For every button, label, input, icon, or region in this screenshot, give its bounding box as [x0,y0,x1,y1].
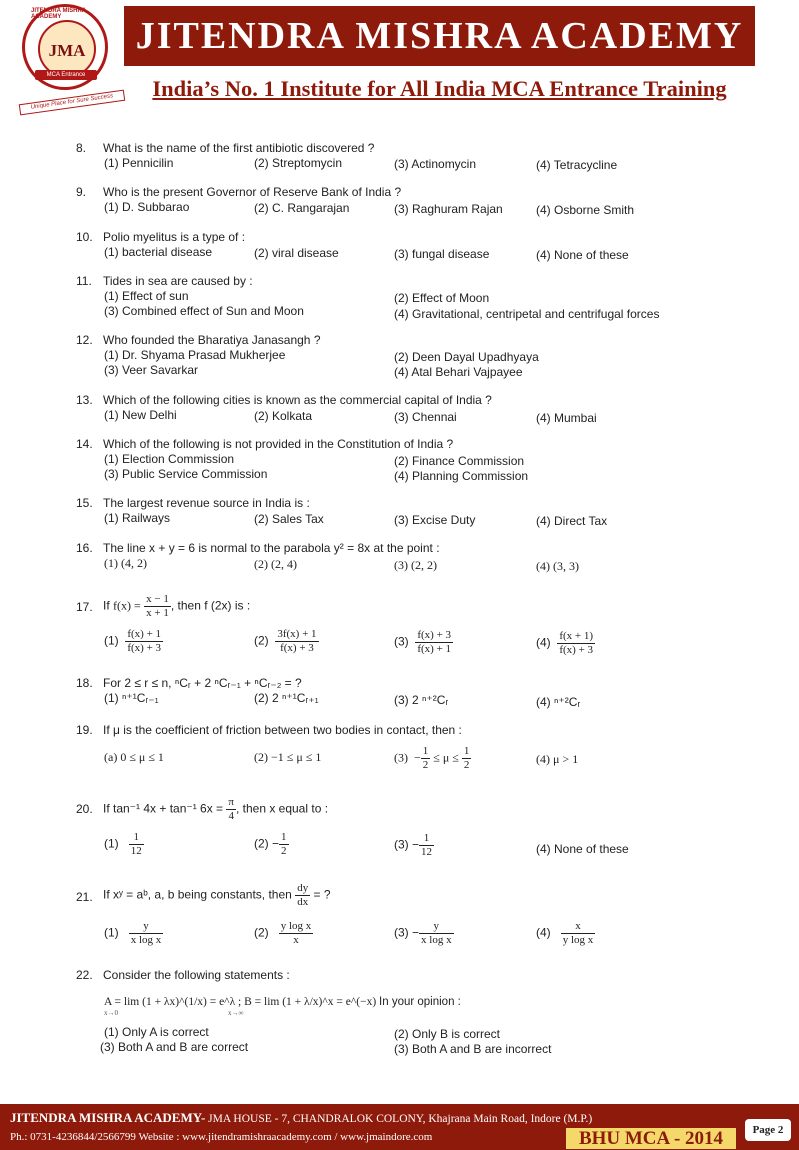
option-3: (3) Public Service Commission [104,467,268,481]
option-3: (3) (2, 2) [394,558,437,572]
option-4: (4) Planning Commission [394,469,529,483]
option-1: (1) (4, 2) [104,556,147,570]
option-3: (3) Excise Duty [394,513,476,527]
option-2: (2) 2 ⁿ⁺¹Cᵣ₊₁ [254,691,319,705]
page-footer [0,1104,799,1150]
option-2: (2) Kolkata [254,409,313,423]
option-1: (1) Election Commission [104,452,235,466]
option-2: (2) Only B is correct [394,1027,501,1041]
logo-ring-text: JITENDRA MISHRA ACADEMY [31,8,86,20]
footer-contact: Ph.: 0731-4236844/2566799 Website : www.jitendramishraacademy.com / www.jmaindore.com [10,1131,433,1143]
question-number: 10. [76,230,93,244]
academy-tagline: India’s No. 1 Institute for All India MCA Entrance Training [152,76,727,101]
logo-ribbon: Unique Place for Sure Success [19,90,125,116]
question-stem: Which of the following cities is known as the commercial capital of India ? [103,393,492,407]
question-stem: Who is the present Governor of Reserve Bank of India ? [103,185,402,199]
option-4: (4) (3, 3) [536,559,579,573]
question-stem: The largest revenue source in India is : [103,496,310,510]
question-stem: If μ is the coefficient of friction between two bodies in contact, then : [103,723,462,737]
question-number: 12. [76,333,93,347]
question-number: 17. [76,600,93,614]
option-2: (2) Deen Dayal Upadhyaya [394,350,539,364]
option-4: (4) Direct Tax [536,514,608,528]
question-stem: If f(x) = $\frac{x - 1}{x + 1}$ , then f (2x) is : [103,593,251,619]
option-4: (4) None of these [536,842,629,856]
option-3: (3) − $\frac{y}{\text{x log x}}$ [394,920,452,946]
question-number: 9. [76,185,87,199]
option-4: (4) Gravitational, centripetal and centrifugal forces [394,307,660,321]
fraction: $\frac{\pi}{4}$ [228,796,234,822]
option-4: (4) Osborne Smith [536,203,635,217]
question-number: 8. [76,141,87,155]
academy-logo [22,4,114,111]
fraction: $\frac{x - 1}{x + 1}$ [146,593,169,619]
question-stem: Polio myelitus is a type of : [103,230,246,244]
page-number: Page 2 [745,1119,791,1141]
limit-subscript-a: x→0 [104,1009,118,1017]
question-stem: Which of the following is not provided in the Constitution of India ? [103,437,454,451]
question-number: 13. [76,393,93,407]
option-1: (1) ⁿ⁺¹Cᵣ₋₁ [104,691,159,705]
question-number: 14. [76,437,93,451]
option-4: (4) μ > 1 [536,752,579,766]
option-3: (3) − $\frac{1}{2}$ ≤ μ ≤ $\frac{1}{2}$ [394,745,470,771]
option-2: (2) Sales Tax [254,512,324,526]
question-stem: If tan⁻¹ 4x + tan⁻¹ 6x = $\frac{\pi}{4}$ , then x equal to : [103,796,329,822]
option-3: (3) Actinomycin [394,157,477,171]
option-2: (2) (2, 4) [254,557,297,571]
option-4: (4) $\frac{f(x + 1)}{f(x) + 3}$ [536,630,594,656]
option-4: (4) Atal Behari Vajpayee [394,365,523,379]
option-1: (1) bacterial disease [104,245,213,259]
option-2: (2) viral disease [254,246,339,260]
question-stem: Tides in sea are caused by : [103,274,253,288]
footer-address: JITENDRA MISHRA ACADEMY- JMA HOUSE - 7, CHANDRALOK COLONY, Khajrana Main Road, Indore (M.P.) [10,1110,593,1125]
option-1: (a) 0 ≤ μ ≤ 1 [104,750,164,764]
option-1: (1) Only A is correct [104,1025,209,1039]
option-1: (1) Dr. Shyama Prasad Mukherjee [104,348,286,362]
option-3: (3) Raghuram Rajan [394,202,503,216]
question-number: 18. [76,676,93,690]
option-3: (3) 2 ⁿ⁺²Cᵣ [394,693,449,707]
question-number: 11. [76,274,92,288]
question-stem: Who founded the Bharatiya Janasangh ? [103,333,321,347]
option-2: (2) − $\frac{1}{2}$ [254,831,287,857]
option-4: (3) Both A and B are incorrect [394,1042,552,1056]
option-3: (3) Veer Savarkar [104,363,199,377]
option-4: (4) $\frac{x}{\text{y log x}}$ [536,920,594,946]
limit-expression: A = lim (1 + λx)^(1/x) = e^λ ; B = lim (1 + λ/x)^x = e^(−x) In your opinion : [104,996,461,1008]
option-4: (4) ⁿ⁺²Cᵣ [536,695,581,709]
limit-subscript-b: x→∞ [228,1009,244,1017]
option-2: (2) C. Rangarajan [254,201,350,215]
option-1: (1) Effect of sun [104,289,189,303]
option-3: (3) Combined effect of Sun and Moon [104,304,304,318]
option-4: (4) Mumbai [536,411,597,425]
fraction: $\frac{dy}{dx}$ [297,882,309,908]
logo-monogram: JMA [48,41,86,60]
option-1: (1) $\frac{1}{12}$ [104,831,142,857]
option-2: (2) −1 ≤ μ ≤ 1 [254,750,322,764]
question-stem: If xʸ = aᵇ, a, b being constants, then $\frac{dy}{dx}$ = ? [103,882,331,908]
logo-band: MCA Entrance [35,70,97,80]
option-2: (2) $\frac{\text{y log x}}{x}$ [254,920,312,946]
option-3: (3) Chennai [394,410,457,424]
exam-label: BHU MCA - 2014 [566,1128,736,1149]
question-number: 16. [76,541,93,555]
question-stem: For 2 ≤ r ≤ n, ⁿCᵣ + 2 ⁿCᵣ₋₁ + ⁿCᵣ₋₂ = ? [103,676,302,690]
option-1: (1) $\frac{f(x) + 1}{f(x) + 3}$ [104,628,162,654]
option-2: (2) Streptomycin [254,156,343,170]
question-stem: Consider the following statements : [103,968,290,982]
question-stem: The line x + y = 6 is normal to the parabola y² = 8x at the point : [103,541,440,555]
question-number: 20. [76,802,93,816]
question-number: 21. [76,890,93,904]
academy-title-banner: JITENDRA MISHRA ACADEMY [124,6,755,66]
option-1: (1) Pennicilin [104,156,174,170]
option-3: (3) fungal disease [394,247,490,261]
option-1: (1) New Delhi [104,408,177,422]
option-3: (3) Both A and B are correct [100,1040,249,1054]
option-2: (2) $\frac{3f(x) + 1}{f(x) + 3}$ [254,628,317,654]
option-1: (1) Railways [104,511,171,525]
option-3: (3) $\frac{f(x) + 3}{f(x) + 1}$ [394,629,452,655]
option-2: (2) Effect of Moon [394,291,490,305]
option-1: (1) D. Subbarao [104,200,190,214]
option-2: (2) Finance Commission [394,454,525,468]
question-number: 22. [76,968,93,982]
question-number: 19. [76,723,93,737]
option-4: (4) None of these [536,248,629,262]
option-4: (4) Tetracycline [536,158,618,172]
option-1: (1) $\frac{y}{\text{x log x}}$ [104,920,162,946]
question-stem: What is the name of the first antibiotic discovered ? [103,141,375,155]
option-3: (3) − $\frac{1}{12}$ [394,832,433,858]
question-number: 15. [76,496,93,510]
